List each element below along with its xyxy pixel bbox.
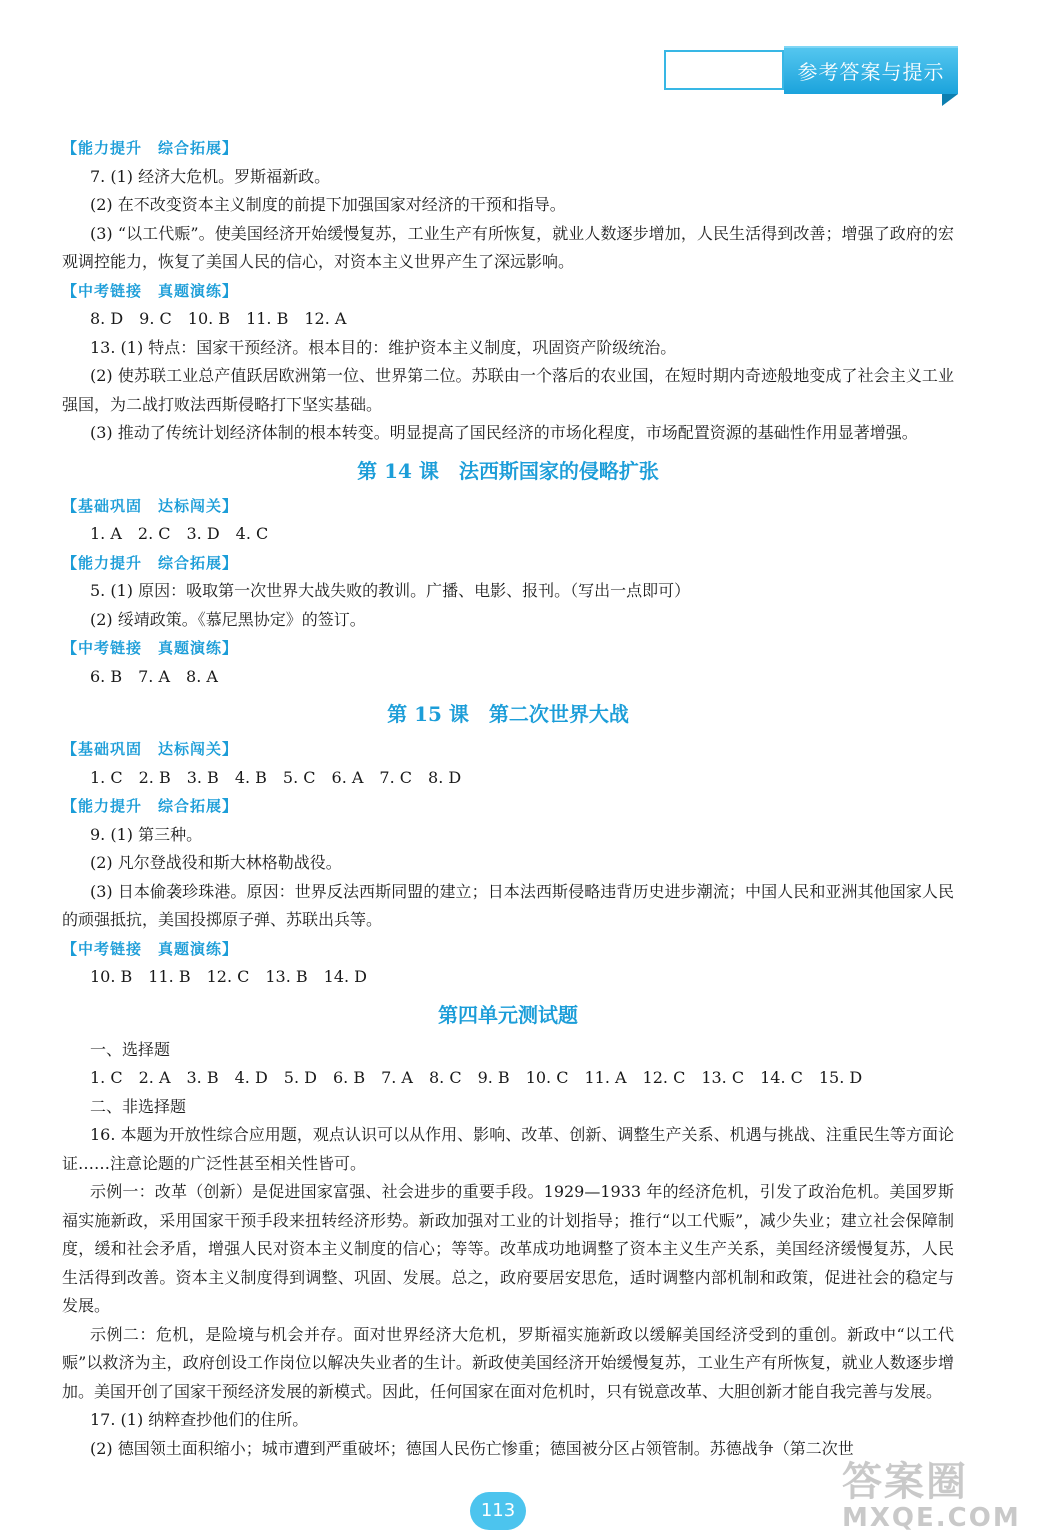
answer-line: (2) 凡尔登战役和斯大林格勒战役。 <box>90 853 342 872</box>
section-label: 【能力提升 综合拓展】 <box>62 139 239 157</box>
section-label: 【能力提升 综合拓展】 <box>62 797 239 815</box>
page-number: 113 <box>470 1492 526 1530</box>
answer-line: 8. D 9. C 10. B 11. B 12. A <box>90 309 347 328</box>
answer-line: 一、选择题 <box>90 1039 171 1059</box>
watermark-logo <box>842 1460 1042 1532</box>
answer-line: 13. (1) 特点：国家干预经济。根本目的：维护资本主义制度，巩固资产阶级统治。 <box>90 337 677 357</box>
section-label: 【基础巩固 达标闯关】 <box>62 496 239 515</box>
section-label: 【中考链接 真题演练】 <box>62 939 239 958</box>
watermark-top: 答案圈 <box>842 1459 968 1505</box>
lesson-heading: 第 14 课 法西斯国家的侵略扩张 <box>357 458 659 483</box>
answer-content <box>62 134 954 1463</box>
answer-paragraph: (2) 使苏联工业总产值跃居欧洲第一位、世界第二位。苏联由一个落后的农业国，在短时期内奇迹般地变成了社会主义工业强国，为二战打败法西斯侵略打下坚实基础。 <box>62 366 954 414</box>
lesson-heading: 第 15 课 第二次世界大战 <box>387 702 629 726</box>
section-label: 【中考链接 真题演练】 <box>62 639 239 657</box>
section-label: 【中考链接 真题演练】 <box>62 281 239 300</box>
answer-paragraph: 示例一：改革（创新）是促进国家富强、社会进步的重要手段。1929—1933 年的经济危机，引发了政治危机。美国罗斯福实施新政，采用国家干预手段来扭转经济形势。新政加强对工业的计划指导；推行“以工代赈”，减少失业；建立社会保障制度，缓和社会矛盾，增强人民对资本主义制度的信心；等等。改革成功地调整了资本主义生产关系，美国经济缓慢复苏，人民生活得到改善。资本主义制度得到调整、巩固、发展。总之，政府要居安思危，适时调整内部机制和政策，促进社会的稳定与发展。 <box>62 1182 954 1315</box>
watermark-bottom: MXQE.COM <box>842 1503 1021 1533</box>
header-title: 参考答案与提示 <box>784 46 958 94</box>
answer-line: 1. C 2. A 3. B 4. D 5. D 6. B 7. A 8. C 9. B 10. C 11. A 12. C 13. C 14. C 15. D <box>90 1068 863 1087</box>
answer-line: 1. C 2. B 3. B 4. B 5. C 6. A 7. C 8. D <box>90 767 462 787</box>
header-fold <box>942 94 958 106</box>
answer-line: 二、非选择题 <box>90 1096 187 1116</box>
section-label: 【能力提升 综合拓展】 <box>62 553 239 572</box>
answer-paragraph: (3) 推动了传统计划经济体制的根本转变。明显提高了国民经济的市场化程度，市场配置资源的基础性作用显著增强。 <box>90 423 918 442</box>
answer-paragraph: (3) 日本偷袭珍珠港。原因：世界反法西斯同盟的建立；日本法西斯侵略违背历史进步潮流；中国人民和亚洲其他国家人民的顽强抵抗，美国投掷原子弹、苏联出兵等。 <box>62 881 954 929</box>
answer-line: 6. B 7. A 8. A <box>90 666 218 686</box>
header-outline-box <box>664 50 784 90</box>
answer-paragraph: 示例二：危机，是险境与机会并存。面对世界经济大危机，罗斯福实施新政以缓解美国经济受到的重创。新政中“以工代赈”以救济为主，政府创设工作岗位以解决失业者的生计。新政使美国经济开始缓慢复苏，工业生产有所恢复，就业人数逐步增加。美国开创了国家干预经济发展的新模式。因此，任何国家在面对危机时，只有锐意改革、大胆创新才能自我完善与发展。 <box>62 1324 954 1401</box>
answer-line: 17. (1) 纳粹查抄他们的住所。 <box>90 1410 309 1429</box>
answer-line: (2) 绥靖政策。《慕尼黑协定》的签订。 <box>90 609 366 629</box>
answer-line: (2) 德国领土面积缩小；城市遭到严重破坏；德国人民伤亡惨重；德国被分区占领管制。苏德战争（第二次世 <box>90 1438 854 1458</box>
answer-line: 5. (1) 原因：吸取第一次世界大战失败的教训。广播、电影、报刊。（写出一点即可） <box>90 581 691 600</box>
page-header <box>664 46 964 100</box>
answer-paragraph: 16. 本题为开放性综合应用题，观点认识可以从作用、影响、改革、创新、调整生产关系、机遇与挑战、注重民生等方面论证……注意论题的广泛性甚至相关性皆可。 <box>62 1125 954 1173</box>
answer-line: 10. B 11. B 12. C 13. B 14. D <box>90 967 368 986</box>
answer-line: 9. (1) 第三种。 <box>90 824 203 844</box>
answer-line: 7. (1) 经济大危机。罗斯福新政。 <box>90 166 331 186</box>
answer-line: (2) 在不改变资本主义制度的前提下加强国家对经济的干预和指导。 <box>90 195 566 214</box>
answer-line: 1. A 2. C 3. D 4. C <box>90 524 269 543</box>
answer-paragraph: (3) “以工代赈”。使美国经济开始缓慢复苏，工业生产有所恢复，就业人数逐步增加，人民生活得到改善；增强了政府的宏观调控能力，恢复了美国人民的信心，对资本主义世界产生了深远影响。 <box>62 223 954 271</box>
section-label: 【基础巩固 达标闯关】 <box>62 740 239 758</box>
lesson-heading: 第四单元测试题 <box>438 1002 578 1027</box>
